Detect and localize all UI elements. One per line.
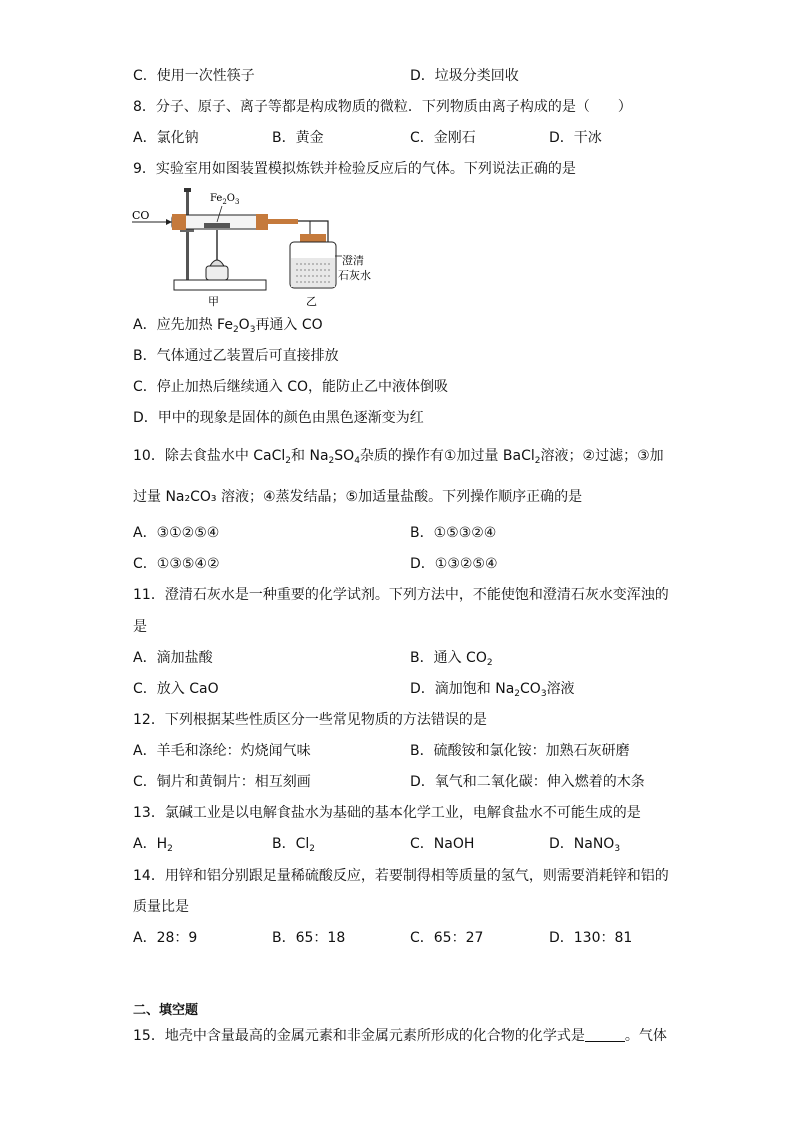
subscript: 2	[285, 456, 292, 466]
text-line-q12b: B．硫酸铵和氯化铵：加熟石灰研磨	[410, 743, 630, 759]
section-title: 二、填空题	[133, 1003, 199, 1018]
rod-cap	[184, 188, 191, 192]
apparatus-a-label: 甲	[208, 295, 219, 308]
text-line-q9: 9．实验室用如图装置模拟炼铁并检验反应后的气体。下列说法正确的是	[133, 161, 576, 177]
apparatus-diagram	[130, 188, 390, 308]
text-part: 和 Na	[291, 448, 329, 464]
text-part: D．NaNO	[549, 836, 615, 852]
text-line-q12: 12．下列根据某些性质区分一些常见物质的方法错误的是	[133, 712, 487, 728]
text-line-q9b: B．气体通过乙装置后可直接排放	[133, 348, 339, 364]
text-part: 再通入 CO	[255, 317, 323, 333]
text-part: SO	[334, 448, 355, 464]
text-line-q14b2: 质量比是	[133, 899, 189, 915]
subscript: 3	[540, 689, 547, 699]
text-line-q12a: A．羊毛和涤纶：灼烧闻气味	[133, 743, 311, 759]
bottle-stopper	[300, 234, 326, 242]
lime-water-label-1: 澄清	[342, 254, 364, 267]
lime-water-label-2: 石灰水	[338, 269, 371, 282]
subscript: 3	[614, 844, 621, 854]
text-line-q13c: C．NaOH	[410, 836, 475, 852]
stand-rod	[186, 190, 189, 280]
text-line-q8c: C．金刚石	[410, 130, 476, 146]
right-stopper	[256, 214, 268, 230]
lime-water	[291, 258, 335, 287]
text-line-q13: 13．氯碱工业是以电解食盐水为基础的基本化学工业，电解食盐水不可能生成的是	[133, 805, 641, 821]
alcohol-lamp	[210, 260, 224, 266]
subscript: 3	[249, 325, 256, 335]
text-line-q14: 14．用锌和铝分别跟足量稀硫酸反应，若要制得相等质量的氢气，则需要消耗锌和铝的	[133, 868, 669, 884]
text-part: B．Cl	[272, 836, 310, 852]
subscript: 2	[514, 689, 521, 699]
text-line-q10b: B．①⑤③②④	[410, 525, 497, 541]
q9-option-a	[133, 315, 323, 335]
text-line-q10a: A．③①②⑤④	[133, 525, 220, 541]
text-part: 杂质的操作有①加过量 BaCl	[359, 448, 535, 464]
text-line-q9c: C．停止加热后继续通入 CO，能防止乙中液体倒吸	[133, 379, 449, 395]
text-line-q14b: B．65：18	[272, 930, 346, 946]
text-line-q8d: D．干冰	[549, 130, 602, 146]
q11-option-b	[410, 648, 493, 668]
subscript: 4	[354, 456, 360, 466]
text-line-q8a: A．氯化钠	[133, 130, 199, 146]
q13-option-b	[272, 834, 315, 854]
text-line-q14d: D．130：81	[549, 930, 633, 946]
arrow-head-icon	[166, 219, 172, 225]
q13-option-d	[549, 834, 620, 854]
q15-stem	[133, 1026, 667, 1046]
subscript: 2	[167, 844, 173, 854]
fe2o3-sample	[204, 223, 230, 228]
text-line-q11c: C．放入 CaO	[133, 681, 219, 697]
text-part: B．通入 CO	[410, 650, 487, 666]
text-line-q10d: D．①③②⑤④	[410, 556, 498, 572]
text-line-q11: 11．澄清石灰水是一种重要的化学试剂。下列方法中，不能使饱和澄清石灰水变浑浊的	[133, 587, 669, 603]
subscript: 2	[232, 325, 239, 335]
lamp-body	[206, 266, 228, 280]
text-line-q10b2: 过量 Na₂CO₃ 溶液；④蒸发结晶；⑤加适量盐酸。下列操作顺序正确的是	[133, 489, 583, 505]
text-part: 溶液；②过滤；③加	[540, 448, 664, 464]
left-stopper	[172, 214, 186, 230]
text-part: CO	[520, 681, 541, 697]
text-line-q12d: D．氧气和二氧化碳：伸入燃着的木条	[410, 774, 645, 790]
rubber-tube	[268, 219, 298, 224]
answer-blank[interactable]	[585, 1027, 625, 1042]
text-line-q9d: D．甲中的现象是固体的颜色由黑色逐渐变为红	[133, 410, 424, 426]
text-part: 10．除去食盐水中 CaCl	[133, 448, 286, 464]
text-line-q11a: A．滴加盐酸	[133, 650, 213, 666]
text-line-q14a: A．28：9	[133, 930, 198, 946]
text-part: 。气体	[624, 1028, 667, 1044]
q10-stem	[133, 446, 664, 466]
text-part: O	[238, 317, 250, 333]
text-part: 15．地壳中含量最高的金属元素和非金属元素所形成的化合物的化学式是	[133, 1028, 585, 1044]
co-label: CO	[132, 209, 150, 222]
subscript: 2	[486, 658, 493, 668]
text-part: A．应先加热 Fe	[133, 317, 233, 333]
text-line-q12c: C．铜片和黄铜片：相互刻画	[133, 774, 311, 790]
text-line-q11b2: 是	[133, 619, 147, 635]
fe2o3-label: $Fe_2O_3$	[210, 193, 240, 206]
q11-option-d	[410, 679, 575, 699]
text-part: 溶液	[546, 681, 575, 697]
subscript: 2	[309, 844, 316, 854]
text-line-q14c: C．65：27	[410, 930, 484, 946]
stand-base	[174, 280, 266, 290]
text-line-q7d: D．垃圾分类回收	[410, 68, 519, 84]
q13-option-a	[133, 834, 173, 854]
text-line-q8b: B．黄金	[272, 130, 324, 146]
subscript: 2	[328, 456, 335, 466]
text-part: A．H	[133, 836, 168, 852]
text-line-q8: 8．分子、原子、离子等都是构成物质的微粒．下列物质由离子构成的是（ ）	[133, 99, 632, 115]
text-line-q10c: C．①③⑤④②	[133, 556, 220, 572]
text-part: D．滴加饱和 Na	[410, 681, 515, 697]
apparatus-b-label: 乙	[306, 295, 317, 308]
subscript: 2	[534, 456, 541, 466]
text-line-q7c: C．使用一次性筷子	[133, 68, 255, 84]
